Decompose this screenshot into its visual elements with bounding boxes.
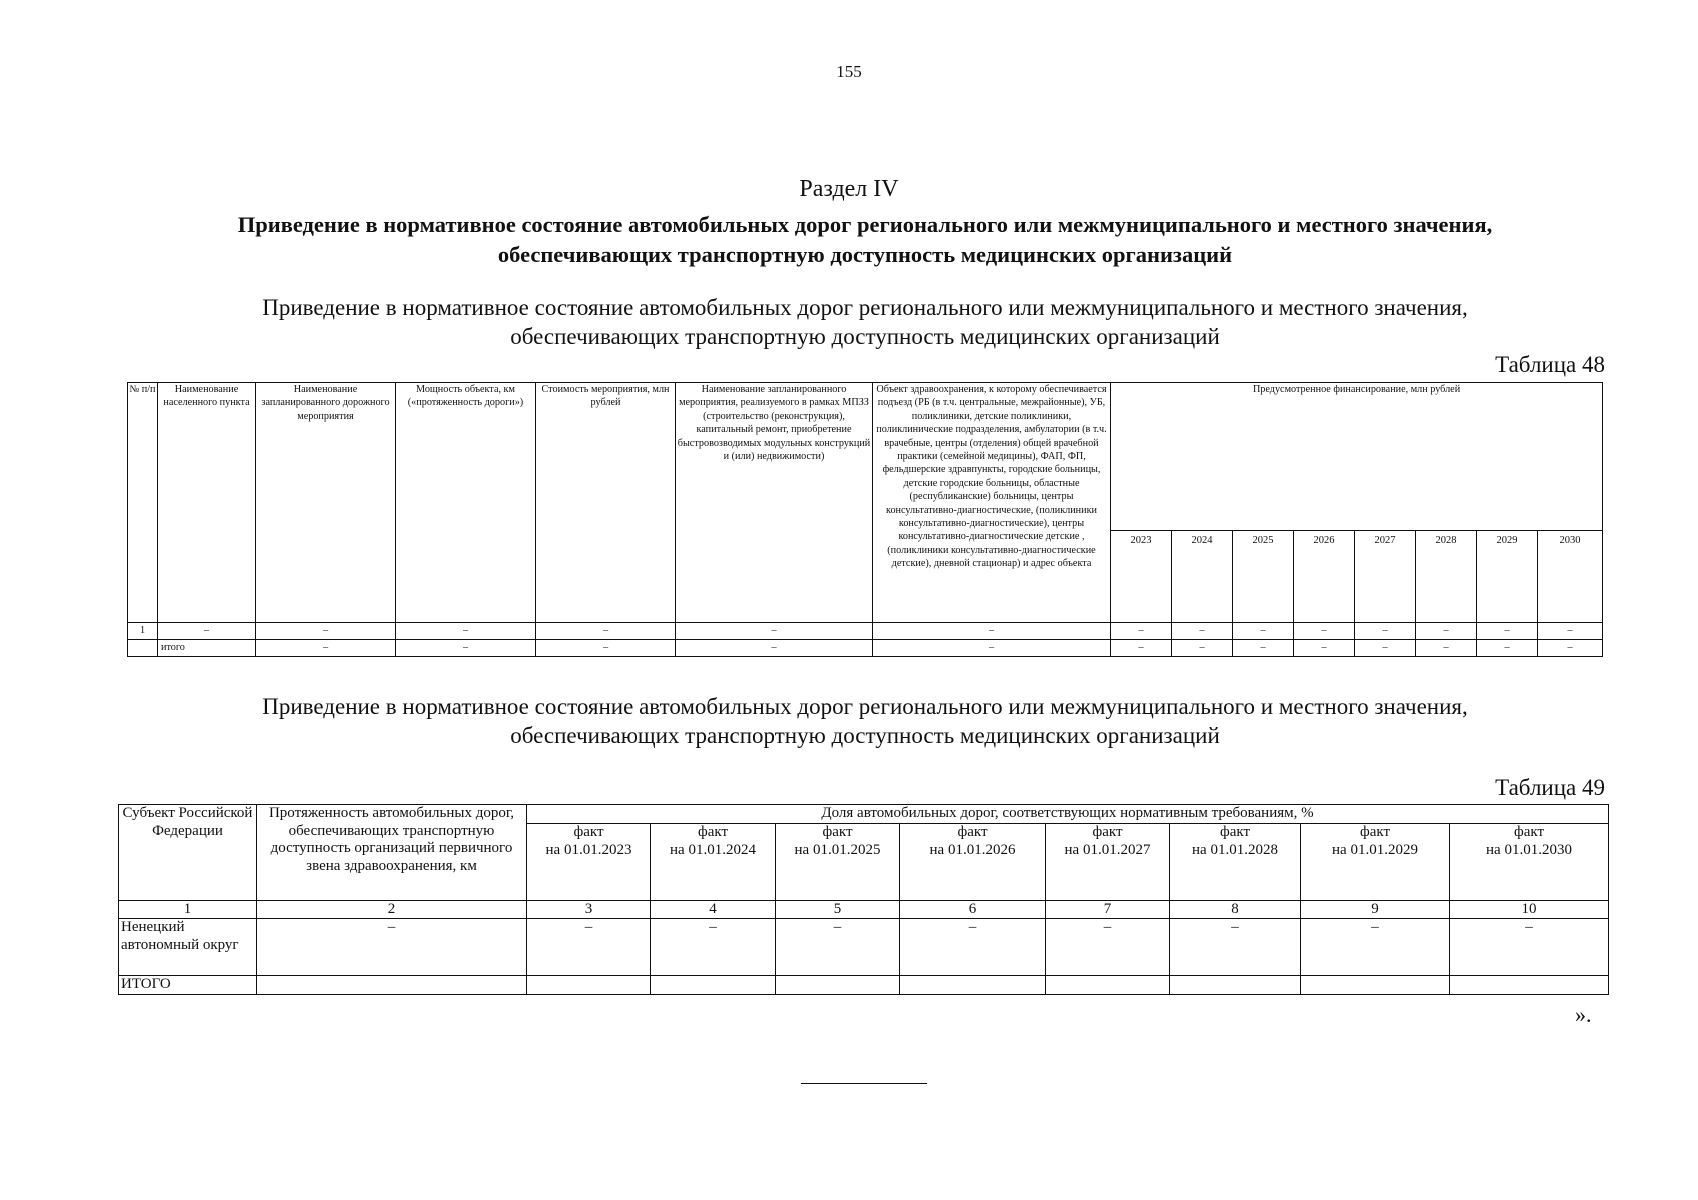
footer-rule [801, 1083, 927, 1084]
table49-label: Таблица 49 [1495, 775, 1605, 800]
fact-date: на 01.01.2025 [794, 841, 881, 858]
total-label: ИТОГО [119, 976, 257, 995]
section-heading-line-2: обеспечивающих транспортную доступность медицинских организаций [497, 242, 1233, 267]
column-number: 8 [1170, 901, 1301, 919]
header-health-object: Объект здравоохранения, к которому обеспечивается подъезд (РБ (в т.ч. центральные, межрайонные), УБ, поликлиники, детские поликлиники, поликлинические подразделения, амбулатории (в т.ч. врачебные, центры (отделения) общей врачебной практики (семейной медицины), ФАП, ФП, фельдшерские здравпункты, городские больницы, детские городские больницы, областные (республиканские) больницы, центры консультативно-диагностические, (поликлиники консультативно-диагностические), центры консультативно-диагностические детские , (поликлиники консультативно-диагностические детские), дневной стационар) и адрес объекта [873, 383, 1111, 623]
header-share: Доля автомобильных дорог, соответствующих нормативным требованиям, % [527, 805, 1609, 824]
header-fact-2029 [1301, 824, 1450, 901]
cell-empty [257, 976, 527, 995]
year-2024: 2024 [1172, 531, 1233, 623]
table-row [128, 623, 1603, 640]
column-number: 6 [900, 901, 1046, 919]
year-2026: 2026 [1294, 531, 1355, 623]
cell-year: – [1416, 623, 1477, 640]
cell-share: – [1170, 919, 1301, 976]
cell-share: – [900, 919, 1046, 976]
header-length: Протяженность автомобильных дорог, обеспечивающих транспортную доступность организаций первичного звена здравоохранения, км [257, 805, 527, 901]
page-number: 155 [836, 62, 862, 81]
cell-length: – [257, 919, 527, 976]
cell-cost: – [536, 640, 676, 657]
total-row [128, 640, 1603, 657]
fact-date: на 01.01.2030 [1486, 841, 1572, 858]
fact-word: факт [1219, 824, 1251, 840]
cell-road-event: – [256, 640, 396, 657]
table48-heading [100, 293, 1630, 351]
total-row [119, 976, 1609, 995]
section-title: Раздел IV [799, 176, 899, 202]
header-fact-2024 [651, 824, 776, 901]
header-road-event: Наименование запланированного дорожного мероприятия [256, 383, 396, 623]
cell-mpzz-event: – [676, 640, 873, 657]
cell-empty [776, 976, 900, 995]
column-number: 10 [1450, 901, 1609, 919]
cell-year: – [1172, 623, 1233, 640]
header-fact-2027 [1046, 824, 1170, 901]
column-number: 2 [257, 901, 527, 919]
section-heading [100, 210, 1630, 270]
cell-year: – [1477, 640, 1538, 657]
table-49 [118, 804, 1609, 995]
section-heading-line-1: Приведение в нормативное состояние автомобильных дорог регионального или межмуниципального и местного значения, [237, 212, 1493, 237]
cell-empty [128, 640, 158, 657]
fact-word: факт [573, 824, 604, 840]
cell-empty [1301, 976, 1450, 995]
cell-health-object: – [873, 640, 1111, 657]
cell-health-object: – [873, 623, 1111, 640]
header-subject: Субъект Российской Федерации [119, 805, 257, 901]
cell-share: – [651, 919, 776, 976]
fact-date: на 01.01.2023 [545, 841, 632, 858]
cell-year: – [1538, 640, 1603, 657]
year-2029: 2029 [1477, 531, 1538, 623]
cell-share: – [1450, 919, 1609, 976]
cell-year: – [1355, 623, 1416, 640]
cell-year: – [1416, 640, 1477, 657]
column-number: 3 [527, 901, 651, 919]
table49-heading-line-2: обеспечивающих транспортную доступность медицинских организаций [510, 723, 1220, 748]
cell-year: – [1477, 623, 1538, 640]
cell-empty [1170, 976, 1301, 995]
cell-empty [1046, 976, 1170, 995]
year-2028: 2028 [1416, 531, 1477, 623]
cell-capacity: – [396, 640, 536, 657]
cell-empty [651, 976, 776, 995]
table48-heading-line-1: Приведение в нормативное состояние автомобильных дорог регионального или межмуниципального и местного значения, [262, 295, 1468, 320]
cell-year: – [1111, 623, 1172, 640]
cell-empty [900, 976, 1046, 995]
header-num: № п/п [128, 383, 158, 623]
header-fact-2028 [1170, 824, 1301, 901]
cell-year: – [1294, 640, 1355, 657]
fact-word: факт [1359, 824, 1391, 840]
cell-empty [527, 976, 651, 995]
cell-year: – [1233, 640, 1294, 657]
fact-word: факт [697, 824, 729, 840]
table49-heading-line-1: Приведение в нормативное состояние автомобильных дорог регионального или межмуниципального и местного значения, [262, 694, 1468, 719]
cell-cost: – [536, 623, 676, 640]
year-2023: 2023 [1111, 531, 1172, 623]
total-label: итого [158, 640, 256, 657]
cell-capacity: – [396, 623, 536, 640]
table49-heading [100, 692, 1630, 750]
cell-year: – [1233, 623, 1294, 640]
header-financing: Предусмотренное финансирование, млн рублей [1111, 383, 1603, 531]
fact-date: на 01.01.2026 [929, 841, 1016, 858]
cell-empty [1450, 976, 1609, 995]
cell-year: – [1355, 640, 1416, 657]
fact-word: факт [957, 824, 988, 840]
table48-heading-line-2: обеспечивающих транспортную доступность медицинских организаций [510, 324, 1220, 349]
cell-settlement: – [158, 623, 256, 640]
column-number: 1 [119, 901, 257, 919]
column-number: 4 [651, 901, 776, 919]
column-numbers-row [119, 901, 1609, 919]
header-mpzz-event: Наименование запланированного мероприятия, реализуемого в рамках МПЗЗ (строительство (реконструкция), капитальный ремонт, приобретение быстровозводимых модульных конструкций и (или) недвижимости) [676, 383, 873, 623]
cell-subject: Ненецкий автономный округ [119, 919, 257, 976]
cell-year: – [1538, 623, 1603, 640]
cell-year: – [1172, 640, 1233, 657]
cell-year: – [1294, 623, 1355, 640]
cell-road-event: – [256, 623, 396, 640]
cell-share: – [1046, 919, 1170, 976]
fact-date: на 01.01.2024 [670, 841, 756, 858]
fact-word: факт [1513, 824, 1545, 840]
cell-mpzz-event: – [676, 623, 873, 640]
column-number: 7 [1046, 901, 1170, 919]
cell-num: 1 [128, 623, 158, 640]
table-48 [127, 382, 1603, 657]
header-fact-2026 [900, 824, 1046, 901]
header-cost: Стоимость мероприятия, млн рублей [536, 383, 676, 623]
year-2025: 2025 [1233, 531, 1294, 623]
table48-label: Таблица 48 [1495, 352, 1605, 377]
table-row [119, 919, 1609, 976]
fact-word: факт [822, 824, 853, 840]
fact-word: факт [1092, 824, 1123, 840]
header-fact-2030 [1450, 824, 1609, 901]
cell-share: – [527, 919, 651, 976]
closing-quote: ». [1575, 1002, 1592, 1027]
cell-year: – [1111, 640, 1172, 657]
column-number: 9 [1301, 901, 1450, 919]
cell-share: – [1301, 919, 1450, 976]
header-capacity: Мощность объекта, км («протяженность дороги») [396, 383, 536, 623]
header-settlement: Наименование населенного пункта [158, 383, 256, 623]
year-2030: 2030 [1538, 531, 1603, 623]
fact-date: на 01.01.2027 [1064, 841, 1151, 858]
year-2027: 2027 [1355, 531, 1416, 623]
header-fact-2023 [527, 824, 651, 901]
cell-share: – [776, 919, 900, 976]
fact-date: на 01.01.2028 [1192, 841, 1278, 858]
fact-date: на 01.01.2029 [1332, 841, 1418, 858]
header-fact-2025 [776, 824, 900, 901]
column-number: 5 [776, 901, 900, 919]
